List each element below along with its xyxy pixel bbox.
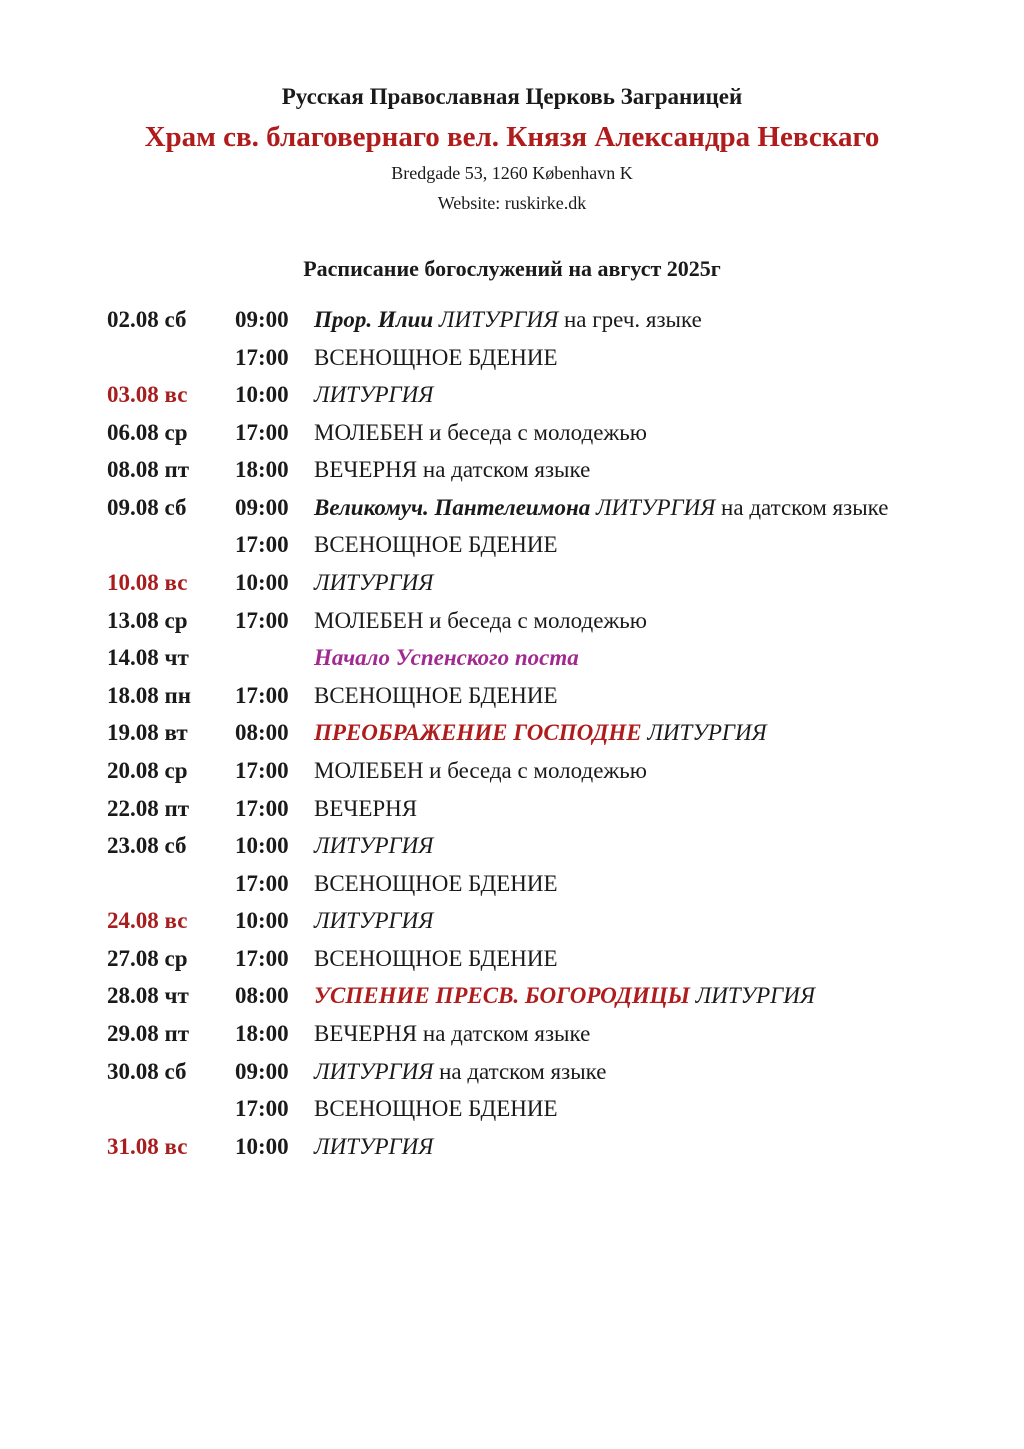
service-date: 19.08 вт (107, 720, 188, 745)
service-description-part: ЛИТУРГИЯ (314, 833, 434, 858)
schedule-row (0, 377, 1024, 413)
service-description (314, 1091, 558, 1127)
service-date: 22.08 пт (107, 796, 190, 821)
service-description (314, 791, 417, 827)
service-time: 10:00 (235, 382, 289, 407)
service-description-part: на греч. языке (558, 307, 702, 332)
service-time: 17:00 (235, 946, 289, 971)
schedule-row (0, 753, 1024, 789)
schedule-row (0, 415, 1024, 451)
service-description (314, 941, 558, 977)
service-date: 02.08 сб (107, 307, 187, 332)
service-description-part: ВЕЧЕРНЯ на датском языке (314, 1021, 591, 1046)
service-description-part: ЛИТУРГИЯ (438, 307, 559, 332)
service-time: 09:00 (235, 495, 289, 520)
service-time: 08:00 (235, 720, 289, 745)
service-description (314, 640, 579, 676)
service-description (314, 903, 433, 939)
service-description-part: ЛИТУРГИЯ (595, 495, 716, 520)
service-time: 17:00 (235, 1096, 289, 1121)
schedule-row (0, 678, 1024, 714)
service-description-part: ВСЕНОЩНОЕ БДЕНИЕ (314, 946, 558, 971)
service-time: 17:00 (235, 608, 289, 633)
schedule-row (0, 490, 1024, 526)
service-description-part: ЛИТУРГИЯ (314, 1059, 434, 1084)
service-description (314, 678, 558, 714)
service-description-part: УСПЕНИЕ ПРЕСВ. БОГОРОДИЦЫ (314, 983, 690, 1008)
service-time: 17:00 (235, 532, 289, 557)
service-description-part: ВСЕНОЩНОЕ БДЕНИЕ (314, 532, 558, 557)
service-time: 17:00 (235, 345, 289, 370)
service-description (314, 377, 433, 413)
service-date: 29.08 пт (107, 1021, 190, 1046)
service-description (314, 866, 558, 902)
schedule-row (0, 866, 1024, 902)
church-address: Bredgade 53, 1260 København K (391, 163, 633, 183)
service-description (314, 340, 558, 376)
service-description-part: ВЕЧЕРНЯ на датском языке (314, 457, 591, 482)
schedule-row (0, 640, 1024, 676)
service-description (314, 565, 433, 601)
schedule-row (0, 941, 1024, 977)
service-description (314, 715, 767, 751)
service-description-part: на датском языке (715, 495, 889, 520)
schedule-row (0, 603, 1024, 639)
service-description-part: МОЛЕБЕН и беседа с молодежью (314, 420, 647, 445)
service-description-part: Великомуч. Пантелеимона (314, 495, 596, 520)
service-time: 17:00 (235, 420, 289, 445)
service-description (314, 1129, 433, 1165)
schedule-row (0, 452, 1024, 488)
service-description-part: Прор. Илии (314, 307, 439, 332)
service-date: 31.08 вс (107, 1134, 188, 1159)
service-time: 10:00 (235, 908, 289, 933)
service-description (314, 452, 590, 488)
service-description-part: ПРЕОБРАЖЕНИЕ ГОСПОДНЕ (314, 720, 642, 745)
service-description-part: ВСЕНОЩНОЕ БДЕНИЕ (314, 1096, 558, 1121)
service-time: 10:00 (235, 570, 289, 595)
schedule-row (0, 302, 1024, 338)
service-time: 09:00 (235, 1059, 289, 1084)
service-date: 23.08 сб (107, 833, 187, 858)
service-description-part: МОЛЕБЕН и беседа с молодежью (314, 758, 647, 783)
service-description (314, 603, 647, 639)
service-description (314, 1054, 607, 1090)
schedule-row (0, 1091, 1024, 1127)
service-description-part: ЛИТУРГИЯ (314, 570, 434, 595)
service-time: 08:00 (235, 983, 289, 1008)
service-description (314, 828, 433, 864)
church-title: Храм св. благовернаго вел. Князя Александра Невскаго (144, 121, 880, 153)
service-date: 08.08 пт (107, 457, 190, 482)
service-date: 18.08 пн (107, 683, 192, 708)
schedule-row (0, 340, 1024, 376)
service-date: 10.08 вс (107, 570, 188, 595)
schedule-row (0, 1054, 1024, 1090)
service-date: 13.08 ср (107, 608, 188, 633)
service-time: 18:00 (235, 457, 289, 482)
service-time: 17:00 (235, 683, 289, 708)
schedule-row (0, 978, 1024, 1014)
service-time: 10:00 (235, 833, 289, 858)
schedule-row (0, 1129, 1024, 1165)
schedule-row (0, 791, 1024, 827)
service-time: 10:00 (235, 1134, 289, 1159)
service-description (314, 527, 558, 563)
schedule-row (0, 565, 1024, 601)
schedule-row (0, 828, 1024, 864)
schedule-row (0, 527, 1024, 563)
service-date: 03.08 вс (107, 382, 188, 407)
service-description-part: ВСЕНОЩНОЕ БДЕНИЕ (314, 871, 558, 896)
service-description-part: ЛИТУРГИЯ (314, 1134, 434, 1159)
service-description-part: ВСЕНОЩНОЕ БДЕНИЕ (314, 683, 558, 708)
service-description-part: ЛИТУРГИЯ (314, 908, 434, 933)
service-description (314, 490, 888, 526)
service-date: 27.08 ср (107, 946, 188, 971)
church-website: Website: ruskirke.dk (437, 193, 587, 213)
service-description-part: МОЛЕБЕН и беседа с молодежью (314, 608, 647, 633)
service-description-part: ВСЕНОЩНОЕ БДЕНИЕ (314, 345, 558, 370)
schedule-row (0, 903, 1024, 939)
service-description (314, 978, 815, 1014)
service-description (314, 753, 647, 789)
service-date: 28.08 чт (107, 983, 189, 1008)
service-date: 09.08 сб (107, 495, 187, 520)
service-date: 20.08 ср (107, 758, 188, 783)
service-description (314, 415, 647, 451)
service-time: 17:00 (235, 871, 289, 896)
service-description-part: Начало Успенского поста (314, 645, 579, 670)
service-description (314, 1016, 590, 1052)
service-date: 06.08 ср (107, 420, 188, 445)
organization-title: Русская Православная Церковь Заграницей (281, 84, 743, 109)
service-description-part: ЛИТУРГИЯ (314, 382, 434, 407)
service-description (314, 302, 702, 338)
service-time: 09:00 (235, 307, 289, 332)
service-description-part: ЛИТУРГИЯ (689, 983, 815, 1008)
service-date: 30.08 сб (107, 1059, 187, 1084)
service-time: 18:00 (235, 1021, 289, 1046)
schedule-title: Расписание богослужений на август 2025г (303, 256, 721, 281)
service-time: 17:00 (235, 796, 289, 821)
service-date: 14.08 чт (107, 645, 189, 670)
service-time: 17:00 (235, 758, 289, 783)
service-date: 24.08 вс (107, 908, 188, 933)
service-description-part: ЛИТУРГИЯ (641, 720, 767, 745)
schedule-row (0, 715, 1024, 751)
service-description-part: на датском языке (433, 1059, 607, 1084)
service-description-part: ВЕЧЕРНЯ (314, 796, 418, 821)
schedule-row (0, 1016, 1024, 1052)
